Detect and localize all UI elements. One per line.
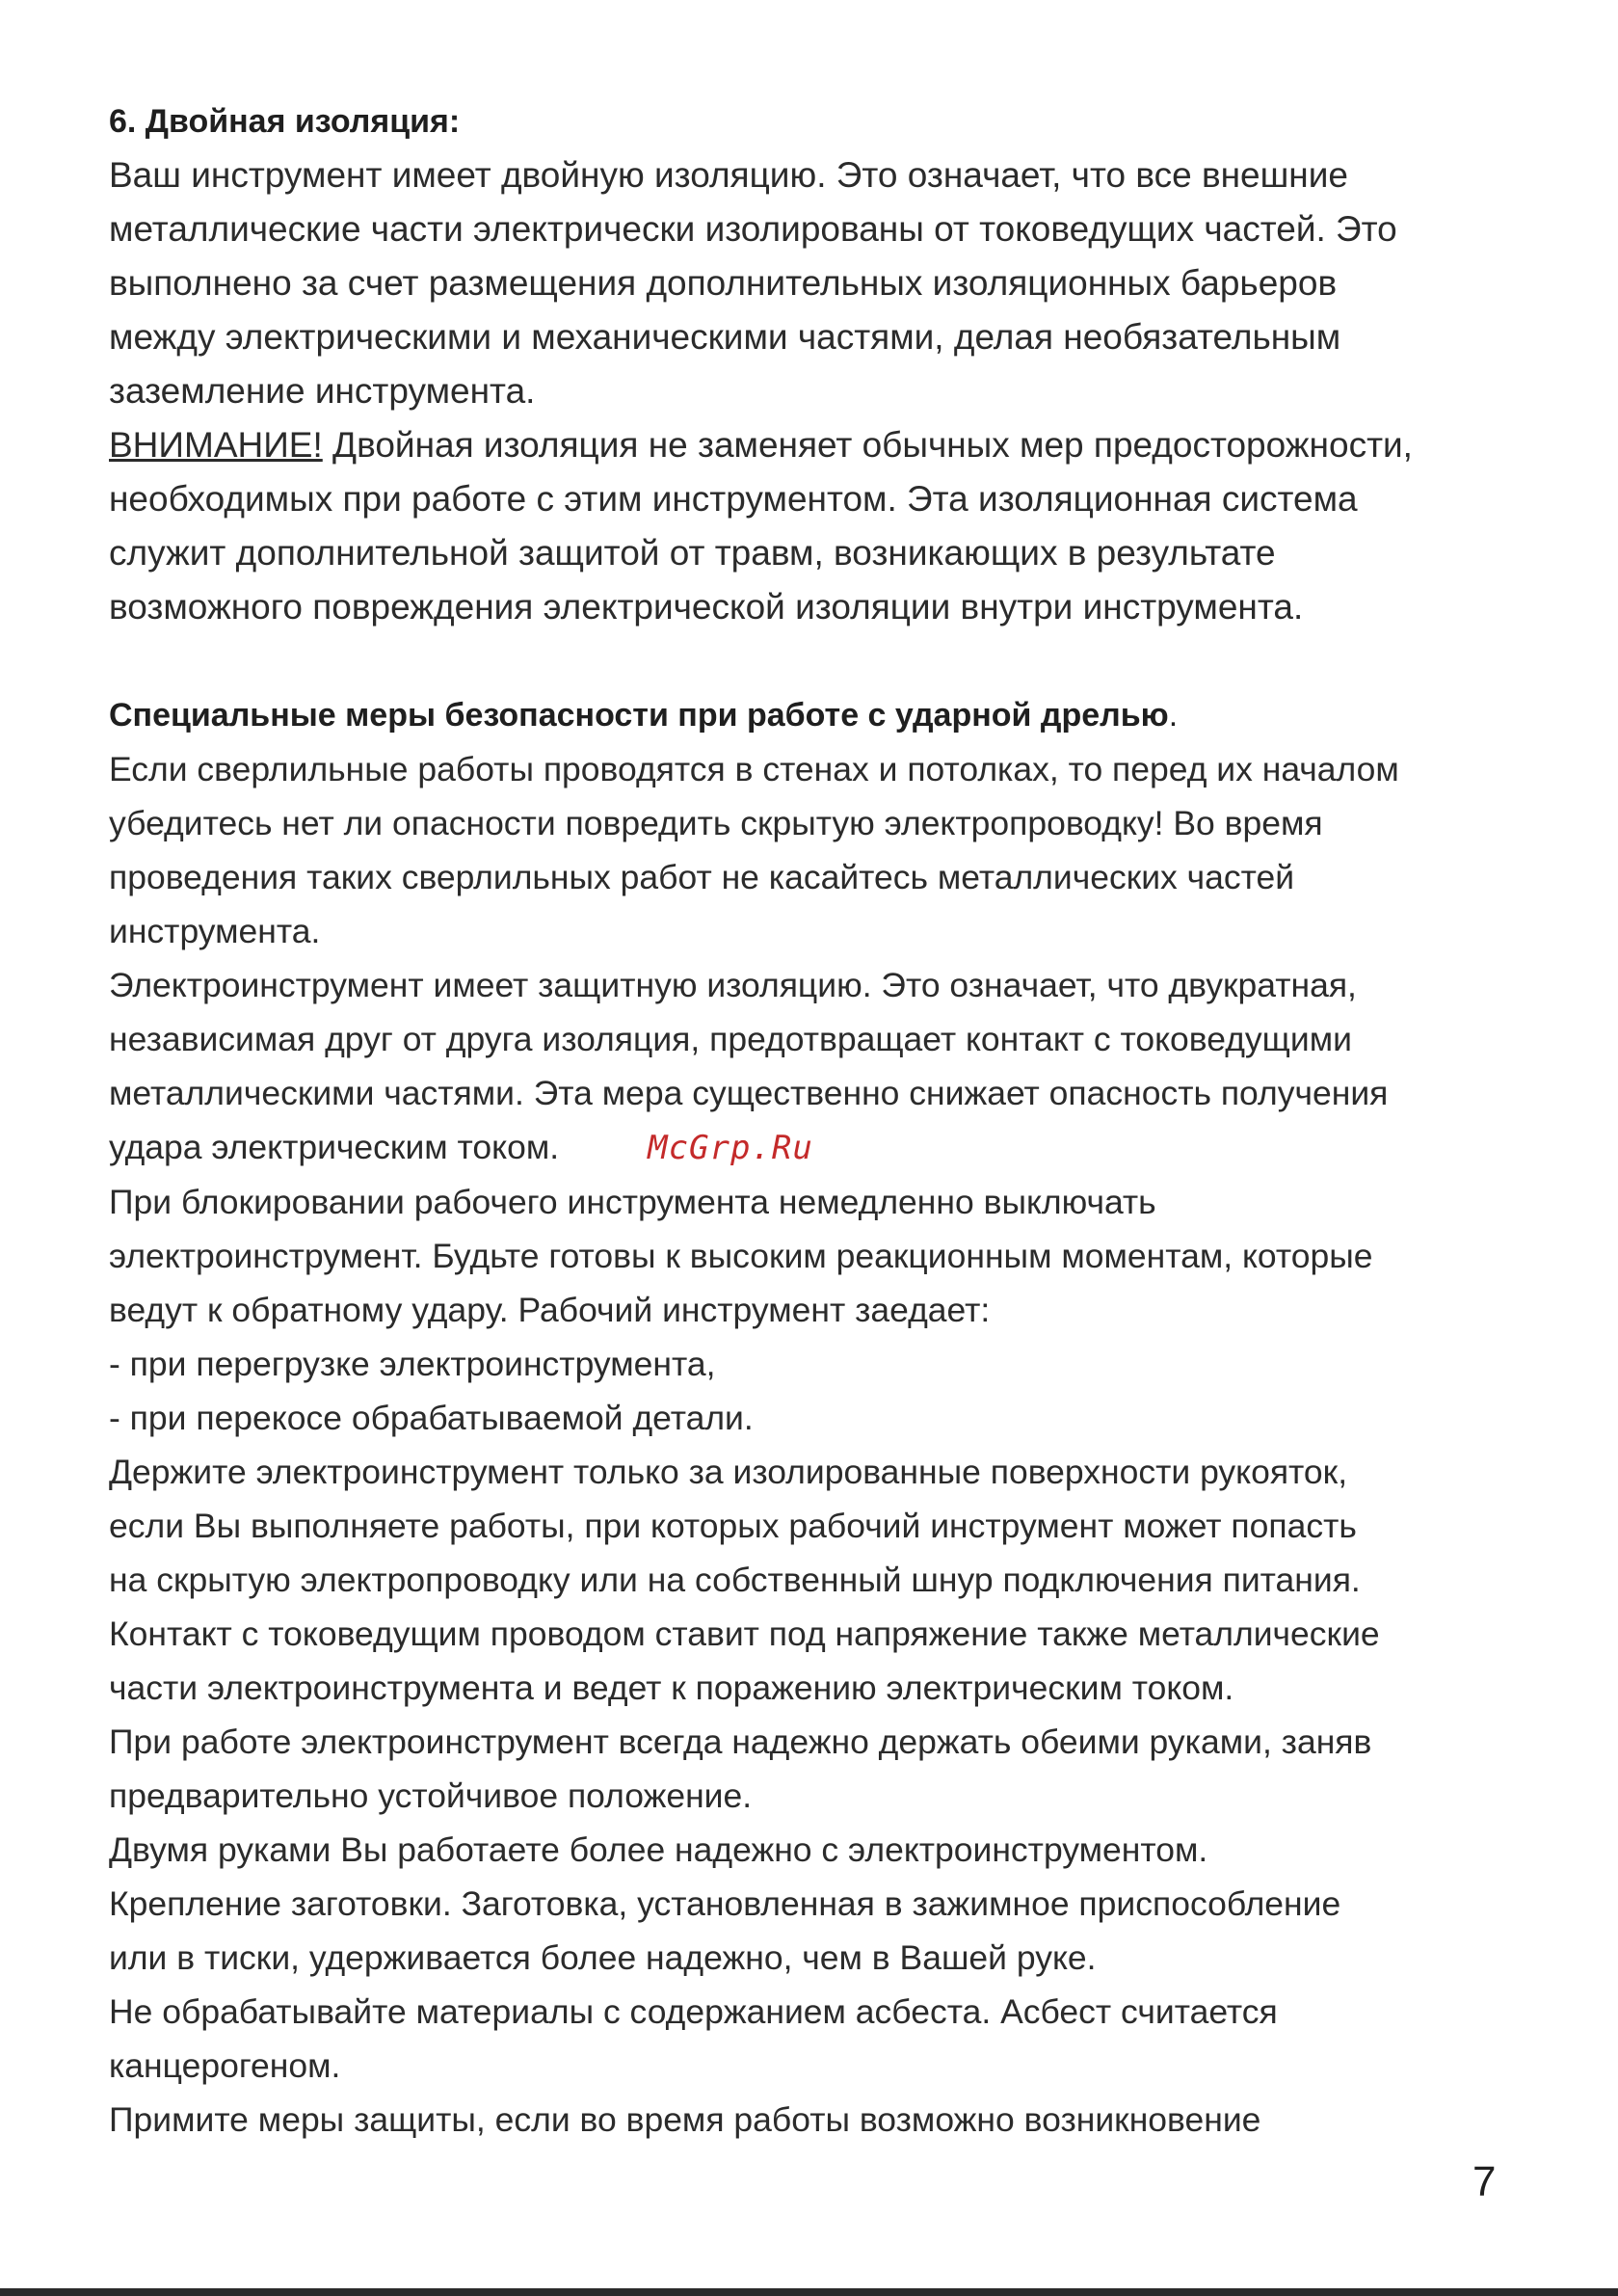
warning-text: Двойная изоляция не заменяет обычных мер предосторожности, необходимых при работе с этим инструментом. Эта изоляционная система служит дополнительной защитой от травм, возникающих в результате возможного повреждения электрической изоляции внутри инструмента. [109, 425, 1413, 627]
bottom-border [0, 2288, 1618, 2296]
warning-label: ВНИМАНИЕ! [109, 425, 323, 465]
drilling-walls-paragraph: Если сверлильные работы проводятся в стенах и потолках, то перед их началом убедитесь нет ли опасности повредить скрытую электропроводку! Во время проведения таких сверлильных работ не касайтесь металлических частей инструмента. [109, 750, 1399, 950]
section-spacer [109, 634, 1516, 688]
blocking-tool-paragraph: При блокировании рабочего инструмента немедленно выключать электроинструмент. Будьте готовы к высоким реакционным моментам, которые ведут к обратному удару. Рабочий инструмент заедает: - при перегрузке электроинструмента, - при перекосе обрабатываемой детали. [109, 1183, 1373, 1437]
warning-paragraph [109, 418, 1516, 634]
protective-insulation-text: Электроинструмент имеет защитную изоляцию. Это означает, что двукратная, независимая друг от друга изоляция, предотвращает контакт с токоведущими металлическими частями. Эта мера существенно снижает опасность получения удара электрическим током. [109, 966, 1389, 1166]
two-hands-paragraph: При работе электроинструмент всегда надежно держать обеими руками, заняв предварительно устойчивое положение. Двумя руками Вы работаете более надежно с электроинструментом. [109, 1722, 1372, 1869]
special-heading-text: Специальные меры безопасности при работе с ударной дрелью [109, 697, 1169, 734]
page-number: 7 [1472, 2158, 1497, 2205]
double-insulation-paragraph: Ваш инструмент имеет двойную изоляцию. Это означает, что все внешние металлические части электрически изолированы от токоведущих частей. Это выполнено за счет размещения дополнительных изоляционных барьеров между электрическими и механическими частями, делая необязательным заземление инструмента. [109, 155, 1397, 411]
section-heading-double-insulation: 6. Двойная изоляция: [109, 103, 461, 140]
asbestos-paragraph: Не обрабатывайте материалы с содержанием асбеста. Асбест считается канцерогеном. [109, 1992, 1278, 2085]
insulated-handles-paragraph: Держите электроинструмент только за изолированные поверхности рукояток, если Вы выполняете работы, при которых рабочий инструмент может попасть на скрытую электропроводку или на собственный шнур подключения питания. Контакт с токоведущим проводом ставит под напряжение также металлические части электроинструмента и ведет к поражению электрическим током. [109, 1453, 1380, 1707]
workpiece-clamp-paragraph: Крепление заготовки. Заготовка, установленная в зажимное приспособление или в тиски, удерживается более надежно, чем в Вашей руке. [109, 1884, 1341, 1977]
watermark-text: McGrp.Ru [648, 1129, 813, 1167]
document-page [109, 94, 1516, 2147]
protection-measures-paragraph: Примите меры защиты, если во время работы возможно возникновение [109, 2100, 1261, 2139]
section-heading-special-measures [109, 688, 1516, 742]
special-heading-period: . [1168, 697, 1179, 734]
protective-insulation-paragraph [109, 958, 1516, 1175]
